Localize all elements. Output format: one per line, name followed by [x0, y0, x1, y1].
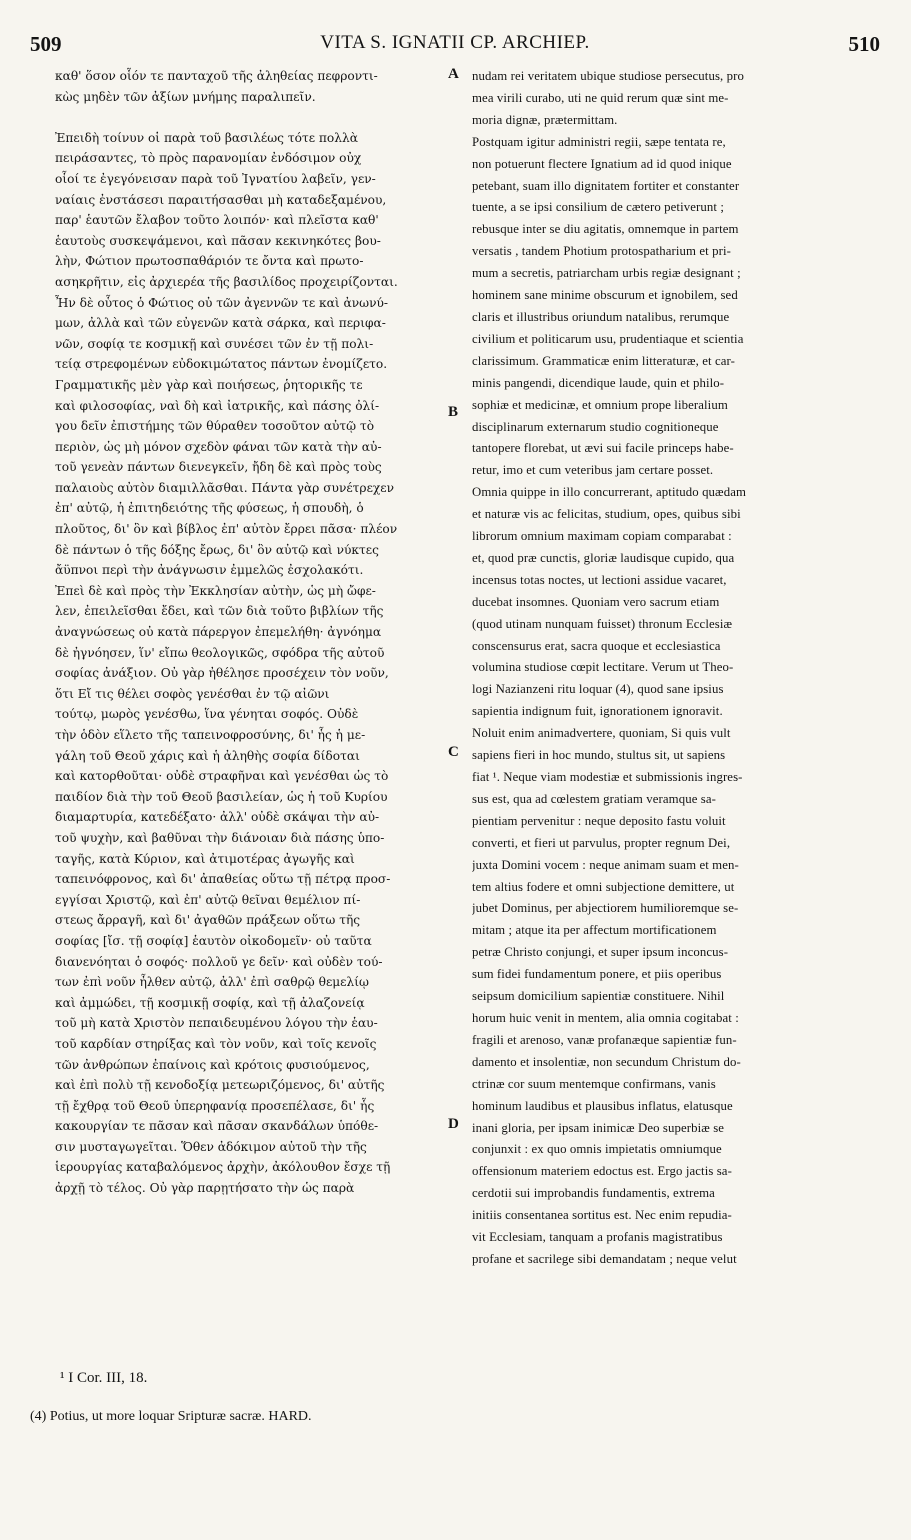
- greek-text-line: διαμαρτυρία, κατεδέξατο· ἀλλ' οὐδὲ σκάψαι τὴν αὐ-: [55, 810, 380, 825]
- greek-text-line: πλοῦτος, δι' ὃν καὶ βίβλος ἐπ' αὐτὸν ἔρρει πᾶσα· πλέον: [55, 522, 398, 537]
- latin-text-line: incensus totas noctes, ut lectioni assidue vacaret,: [472, 572, 727, 587]
- latin-text-line: converti, et fieri ut parvulus, propter regnum Dei,: [472, 835, 731, 850]
- footnote-scripture: ¹ I Cor. III, 18.: [60, 1370, 148, 1386]
- greek-text-line: ἀρχῇ τὸ τέλος. Οὐ γὰρ παρῃτήσατο τὴν ὡς παρὰ: [55, 1181, 355, 1196]
- latin-text-line: sophiæ et medicinæ, et omnium prope liberalium: [472, 397, 728, 412]
- latin-column: [472, 66, 877, 1271]
- latin-text-line: initiis consentanea sortitus est. Nec enim repudia-: [472, 1208, 732, 1223]
- latin-text-line: claris et illustribus oriundum natalibus, rerumque: [472, 309, 730, 324]
- latin-text-line: tuente, a se ipsi consilium de cætero petiverunt ;: [472, 200, 724, 215]
- greek-text-line: γάλη τοῦ Θεοῦ χάρις καὶ ἡ ἀληθὴς σοφία δίδοται: [55, 748, 360, 763]
- latin-text-line: ctrinæ cor suum mentemque confirmans, vanis: [472, 1076, 716, 1091]
- latin-text-line: sapientia indignum fuit, ignorationem ignoravit.: [472, 704, 723, 719]
- latin-text-line: petræ Christo conjungi, et super ipsum inconcus-: [472, 945, 729, 960]
- greek-text-line: καὶ κατορθοῦται· οὐδὲ στραφῆναι καὶ γενέσθαι ὡς τὸ: [55, 769, 389, 784]
- latin-text-line: Omnia quippe in illo concurrerant, aptitudo quædam: [472, 485, 747, 500]
- latin-text-line: et naturæ vis ac felicitas, studium, opes, quibus sibi: [472, 507, 741, 522]
- greek-text-line: Ἦν δὲ οὗτος ὁ Φώτιος οὐ τῶν ἀγεννῶν τε καὶ ἀνωνύ-: [55, 295, 389, 310]
- margin-marker-b: B: [448, 404, 459, 420]
- latin-text-line: mitam ; atque ita per affectum mortificationem: [472, 923, 717, 938]
- page-number-left: 509: [30, 32, 62, 56]
- greek-text-line: ἱερουργίας καταβαλόμενος ἀρχὴν, ἀκόλουθον ἔσχε τῇ: [55, 1160, 391, 1175]
- latin-text-line: librorum omnium maximam copiam comparabat :: [472, 529, 732, 544]
- margin-marker-d: D: [448, 1116, 459, 1132]
- greek-text-line: τοῦ γενεὰν πάντων διενεγκεῖν, ἤδη δὲ καὶ πρὸς τοὺς: [55, 460, 382, 475]
- latin-text-line: sapiens fieri in hoc mundo, stultus sit, ut sapiens: [472, 748, 726, 763]
- greek-text-line: παιδίον διὰ τὴν τοῦ Θεοῦ βασιλείαν, ὡς ἡ τοῦ Κυρίου: [55, 789, 388, 804]
- latin-text-line: fragili et arenoso, vanæ profanæque sapientiæ fun-: [472, 1032, 737, 1047]
- greek-text-line: των ἐπὶ νοῦν ἦλθεν αὐτῷ, ἀλλ' ἐπὶ σαθρῷ θεμελίῳ: [55, 975, 369, 990]
- latin-text-line: hominem sane minime obscurum et ignobilem, sed: [472, 288, 738, 303]
- latin-text-line: volumina studiose cœpit lectitare. Verum ut Theo-: [472, 660, 734, 675]
- latin-text-line: hominum laudibus et plausibus inflatus, elatusque: [472, 1098, 733, 1113]
- greek-text-line: στεως ἄρραγῆ, καὶ δι' ἀγαθῶν πράξεων οὕτω τῆς: [55, 913, 361, 928]
- greek-text-line: νῶν, σοφίᾳ τε κοσμικῇ καὶ συνέσει τῶν ἐν τῇ πολι-: [55, 336, 374, 351]
- latin-text-line: juxta Domini vocem : neque animam suam et men-: [472, 857, 739, 872]
- latin-text-line: vit Ecclesiam, tanquam a profanis magistratibus: [472, 1230, 723, 1245]
- latin-text-line: offensionum materiem edoctus est. Ergo jactis sa-: [472, 1164, 732, 1179]
- greek-text-line: οἷοί τε ἐγεγόνεισαν παρὰ τοῦ Ἰγνατίου λαβεῖν, γεν-: [55, 171, 376, 186]
- latin-text-line: disciplinarum externarum studio cognitioneque: [472, 419, 719, 434]
- greek-text-line: τούτῳ, μωρὸς γενέσθω, ἵνα γένηται σοφός. Οὐδὲ: [55, 707, 359, 722]
- latin-text-line: et, quod præ cunctis, gloriæ laudisque cupido, qua: [472, 550, 735, 565]
- greek-text-line: λὴν, Φώτιον πρωτοσπαθάριόν τε ὄντα καὶ πρωτο-: [55, 254, 364, 269]
- greek-text-line: τοῦ καρδίαν στηρίξας καὶ τὸν νοῦν, καὶ τοῖς κενοῖς: [55, 1036, 377, 1051]
- latin-text-line: conscensurus erat, sacra quoque et ecclesiastica: [472, 638, 721, 653]
- greek-text-line: δὲ πάντων ὁ τῆς δόξης ἔρως, δι' ὃν αὐτῷ καὶ νύκτες: [55, 542, 379, 557]
- page-header: [30, 32, 880, 60]
- page-number-right: 510: [848, 32, 880, 56]
- greek-text-line: ασηκρῆτιν, εἰς ἀρχιερέα τῆς βασιλίδος προχειρίζονται.: [55, 274, 398, 289]
- latin-text-line: logi Nazianzeni ritu loquar (4), quod sane ipsius: [472, 682, 724, 697]
- latin-text-line: moria dignæ, prætermittam.: [472, 112, 618, 127]
- latin-text-line: tem altius fodere et omni subjectione demittere, ut: [472, 879, 735, 894]
- greek-text-line: διανενόηται ὁ σοφός· πολλοῦ γε δεῖν· καὶ οὐδὲν τού-: [55, 954, 383, 969]
- latin-text-line: conjunxit : ex quo omnis impietatis omniumque: [472, 1142, 722, 1157]
- latin-text-line: (quod utinam nunquam fuisset) thronum Ecclesiæ: [472, 616, 733, 631]
- greek-text-line: Ἐπειδὴ τοίνυν οἱ παρὰ τοῦ βασιλέως τότε πολλὰ: [55, 130, 358, 145]
- greek-text-line: γου δεῖν ἐπιστήμης τῶν θύραθεν τοσοῦτον αὐτῷ τὸ: [55, 419, 375, 434]
- greek-text-line: ταπεινόφρονος, καὶ δι' ἀπαθείας οὕτω τῇ πέτρᾳ προσ-: [55, 872, 391, 887]
- latin-text-line: fiat ¹. Neque viam modestiæ et submissionis ingres-: [472, 770, 743, 784]
- greek-text-line: ταγῆς, κατὰ Κύριον, καὶ ἀτιμοτέρας ἀγωγῆς καὶ: [55, 851, 355, 866]
- latin-text-line: seipsum domicilium sapientiæ constituere. Nihil: [472, 989, 725, 1004]
- latin-text-line: mea virili curabo, uti ne quid rerum quæ sint me-: [472, 90, 729, 105]
- margin-marker-c: C: [448, 744, 459, 760]
- latin-text-line: tantopere florebat, ut ævi sui facile princeps habe-: [472, 441, 734, 456]
- greek-text-line: πειράσαντες, τὸ πρὸς παρανομίαν ἐνδόσιμον οὐχ: [55, 151, 362, 166]
- greek-text-line: σοφίας ἀνάξιον. Οὐ γὰρ ἠθέλησε προσέχειν τὸν νοῦν,: [55, 666, 389, 681]
- greek-text-line: σοφίας [ἴσ. τῇ σοφίᾳ] ἑαυτὸν οἰκοδομεῖν· οὐ ταῦτα: [55, 933, 372, 948]
- footnotes: [30, 1370, 530, 1425]
- greek-text-line: τῇ ἔχθρᾳ τοῦ Θεοῦ ὑπερηφανίᾳ προσεπέλασε, δι' ἧς: [55, 1098, 375, 1113]
- greek-text-line: ἐπ' αὐτῷ, ἡ ἐπιτηδειότης τῆς φύσεως, ἡ σπουδὴ, ὁ: [55, 501, 364, 516]
- latin-text-line: profane et sacrilege sibi demandatam ; neque velut: [472, 1251, 737, 1266]
- greek-text-line: Ἐπεὶ δὲ καὶ πρὸς τὴν Ἐκκλησίαν αὐτὴν, ὡς μὴ ὤφε-: [55, 583, 376, 598]
- latin-text-line: horum huic venit in mentem, alia omnia cogitabat :: [472, 1010, 739, 1025]
- greek-text-line: κὼς μηδὲν τῶν ἀξίων μνήμης παραλιπεῖν.: [55, 89, 316, 104]
- greek-text-line: καὶ φιλοσοφίας, ναὶ δὴ καὶ ἰατρικῆς, καὶ πάσης ὀλί-: [55, 398, 380, 413]
- latin-text-line: nudam rei veritatem ubique studiose persecutus, pro: [472, 69, 744, 83]
- greek-text-line: τοῦ ψυχὴν, καὶ βαθῦναι τὴν διάνοιαν διὰ πάσης ὑπο-: [55, 830, 385, 845]
- latin-text-line: sum fidei fundamentum ponere, et piis operibus: [472, 967, 722, 982]
- latin-text-line: Postquam igitur administri regii, sæpe tentata re,: [472, 134, 726, 149]
- greek-text-line: εγγίσαι Χριστῷ, καὶ ἐπ' αὐτῷ θεῖναι θεμέλιον πί-: [55, 892, 361, 907]
- greek-text-line: τῶν ἀνθρώπων ἐπαίνοις καὶ κρότοις φυσιούμενος,: [55, 1057, 370, 1072]
- greek-text-line: τὴν ὁδὸν εἵλετο τῆς ταπεινοφροσύνης, δι' ἧς ἡ με-: [55, 728, 366, 742]
- latin-text-line: pientiam pervenitur : neque deposito fastu voluit: [472, 813, 726, 828]
- greek-text-line: Γραμματικῆς μὲν γὰρ καὶ ποιήσεως, ῥητορικῆς τε: [55, 377, 363, 392]
- latin-text-line: jubet Dominus, per abjectiorem humilioremque se-: [472, 901, 739, 916]
- greek-text-line: ἀναγνώσεως οὐ κατὰ πάρεργον ἐπεμελήθη· ἀγνόημα: [55, 625, 382, 640]
- greek-text-line: μων, ἀλλὰ καὶ τῶν εὐγενῶν κατὰ σάρκα, καὶ περιφα-: [55, 316, 386, 331]
- greek-text-line: δὲ ἠγνόησεν, ἵν' εἴπω θεολογικῶς, σφόδρα τῆς αὐτοῦ: [55, 645, 385, 660]
- footnote-editor: (4) Potius, ut more loquar Sripturæ sacræ. HARD.: [30, 1409, 312, 1424]
- latin-text-line: versatis , tandem Photium protospatharium et pri-: [472, 244, 732, 259]
- greek-text-line: παρ' ἑαυτῶν ἔλαβον τοῦτο λοιπόν· καὶ πλεῖστα καθ': [55, 213, 379, 228]
- latin-text-line: retur, imo et cum veteribus jam certare posset.: [472, 463, 714, 478]
- greek-text-line: παλαιοὺς αὐτὸν διαμιλλᾶσθαι. Πάντα γὰρ συνέτρεχεν: [55, 480, 395, 495]
- latin-text-line: mum a secretis, patriarcham urbis regiæ designant ;: [472, 266, 741, 281]
- greek-text-line: [55, 107, 450, 128]
- greek-text-line: ναίαις ἐνστάσεσι παραιτήσασθαι μὴ καταδεξαμένου,: [55, 192, 387, 207]
- greek-text-line: ἄϋπνοι περὶ τὴν ἀνάγνωσιν ἐμμελῶς ἐσχολακότι.: [55, 563, 364, 578]
- latin-text-line: damento et insolentiæ, non secundum Christum do-: [472, 1054, 741, 1069]
- greek-text-line: καθ' ὅσον οἷόν τε πανταχοῦ τῆς ἀληθείας πεφροντι-: [55, 69, 378, 83]
- greek-text-line: περιὸν, ὡς μὴ μόνον σχεδὸν φάναι τῶν κατὰ τὴν αὐ-: [55, 439, 382, 454]
- greek-text-line: κακουργίαν τε πᾶσαν καὶ πᾶσαν σκανδάλων ὑπόθε-: [55, 1119, 379, 1134]
- latin-text-line: non potuerunt flectere Ignatium ad id quod inique: [472, 156, 732, 171]
- latin-text-line: clarissimum. Grammaticæ enim litteraturæ, et car-: [472, 353, 735, 368]
- latin-text-line: petebant, suam illo dignitatem fortiter et constanter: [472, 178, 740, 193]
- latin-text-line: minis pangendi, dicendique laude, quin et philo-: [472, 375, 725, 390]
- latin-text-line: sus est, qua ad cœlestem gratiam veramque sa-: [472, 791, 717, 806]
- greek-text-line: τείᾳ στρεφομένων εὐδοκιμώτατος πάντων ἐνομίζετο.: [55, 357, 388, 372]
- greek-text-line: καὶ ἐπὶ πολὺ τῇ κενοδοξίᾳ μετεωριζόμενος, δι' αὐτῆς: [55, 1078, 385, 1093]
- greek-text-line: σιν μυσταγωγεῖται. Ὅθεν ἀδόκιμον αὐτοῦ τὴν τῆς: [55, 1139, 367, 1154]
- margin-marker-a: A: [448, 66, 459, 82]
- greek-column: [55, 66, 450, 1199]
- greek-text-line: τοῦ μὴ κατὰ Χριστὸν πεπαιδευμένου λόγου τὴν ἑαυ-: [55, 1016, 378, 1031]
- running-title: VITA S. IGNATII CP. ARCHIEP.: [320, 32, 590, 53]
- greek-text-line: ὅτι Εἴ τις θέλει σοφὸς γενέσθαι ἐν τῷ αἰῶνι: [55, 686, 330, 701]
- latin-text-line: inani gloria, per ipsam inimicæ Deo superbiæ se: [472, 1120, 725, 1135]
- latin-text-line: rebusque inter se diu agitatis, omnemque in partem: [472, 222, 739, 237]
- greek-text-line: καὶ ἀμμώδει, τῇ κοσμικῇ σοφίᾳ, καὶ τῇ ἀλαζονείᾳ: [55, 995, 365, 1010]
- greek-text-line: ἑαυτοὺς συσκεψάμενοι, καὶ πᾶσαν κεκινηκότες βου-: [55, 233, 381, 248]
- greek-text-line: λεν, ἐπειλεῖσθαι ἔδει, καὶ τῶν διὰ τοῦτο βιβλίων τῆς: [55, 604, 384, 619]
- latin-text-line: cerdotii sui improbandis fundamentis, extrema: [472, 1186, 715, 1201]
- latin-text-line: ducebat insomnes. Quoniam vero sacrum etiam: [472, 594, 720, 609]
- latin-text-line: Noluit enim animadvertere, quoniam, Si quis vult: [472, 726, 731, 741]
- latin-text-line: civilium et politicarum usu, prudentiaque et scientia: [472, 331, 744, 346]
